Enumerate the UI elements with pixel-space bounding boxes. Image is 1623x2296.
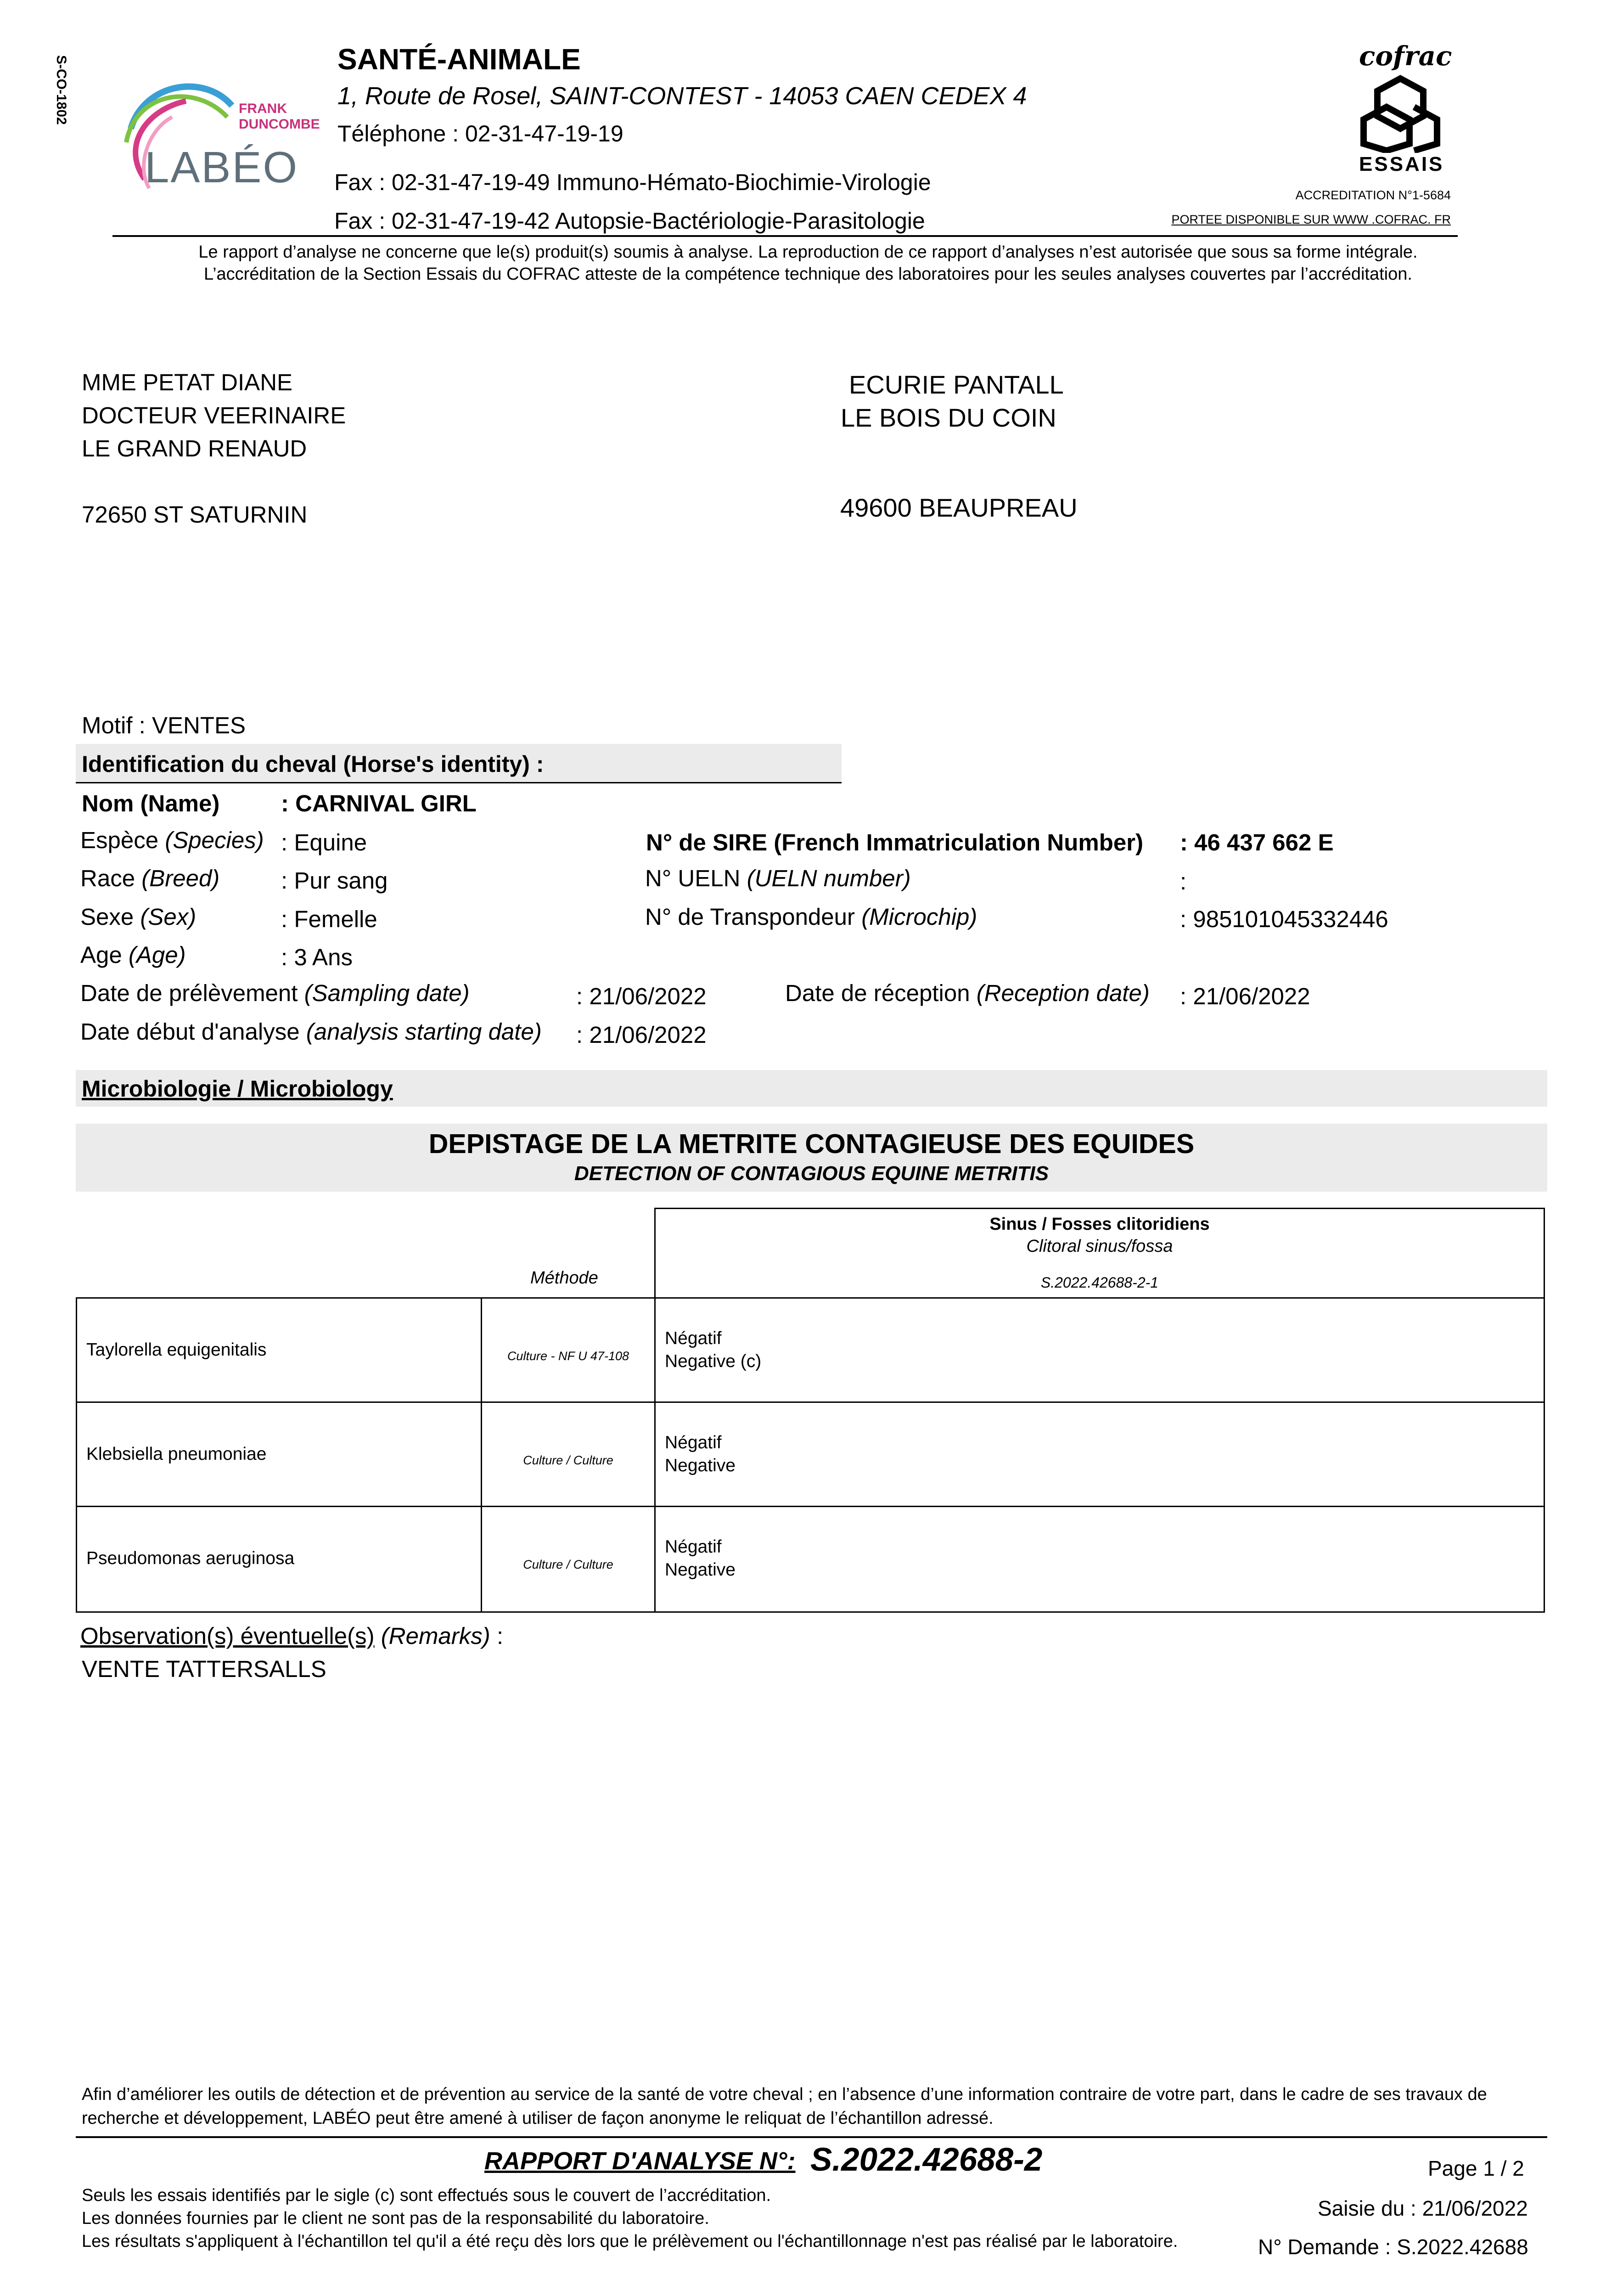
owner-city: 49600 BEAUPREAU — [840, 493, 1078, 522]
espece-value: : Equine — [281, 829, 367, 855]
sample-header: Sinus / Fosses clitoridiens — [989, 1215, 1210, 1234]
sample-id: S.2022.42688-2-1 — [1040, 1274, 1159, 1291]
age-label — [80, 941, 186, 968]
footer-note: Afin d’améliorer les outils de détection et de prévention au service de la santé de votre cheval ; en l’absence d’une information contraire de votre part, dans le cadre de ses travaux de recherche et développement, LABÉO peut être amené à utiliser de façon anonyme le reliquat de l’échantillon adressé. — [82, 2085, 1487, 2128]
remarks-label-en: (Remarks) — [381, 1623, 490, 1649]
sample-header-cell — [654, 1208, 1545, 1299]
ueln-label — [645, 865, 911, 892]
result-fr: Négatif — [665, 1433, 722, 1452]
logo-frank-text: FRANK — [239, 101, 287, 116]
analyte-name: Klebsiella pneumoniae — [86, 1444, 267, 1464]
sexe-label — [80, 903, 196, 930]
cofrac-hexagon-icon — [1359, 75, 1442, 153]
debut-analyse-label-fr: Date début d'analyse — [80, 1019, 300, 1045]
header-disclaimer — [73, 241, 1543, 285]
portee-link-text: PORTEE DISPONIBLE SUR WWW .COFRAC. FR — [1171, 213, 1451, 226]
table-row-result-cell — [654, 1506, 1545, 1613]
nom-label: Nom (Name) — [82, 790, 220, 816]
race-value: : Pur sang — [281, 867, 388, 894]
table-row-result-cell — [654, 1297, 1545, 1403]
table-row-name-cell — [76, 1297, 482, 1403]
method-value: Culture - NF U 47-108 — [507, 1349, 629, 1363]
recipient-line-2: DOCTEUR VEERINAIRE — [82, 402, 346, 428]
result-value — [665, 1327, 761, 1373]
table-row-name-cell — [76, 1401, 482, 1507]
sire-value: : 46 437 662 E — [1180, 829, 1334, 855]
identity-bar-underline — [76, 782, 842, 783]
test-title: DEPISTAGE DE LA METRITE CONTAGIEUSE DES EQUIDES — [428, 1129, 1195, 1159]
transpondeur-label — [645, 903, 977, 930]
demande-number: N° Demande : S.2022.42688 — [1258, 2235, 1528, 2259]
recipient-line-4: 72650 ST SATURNIN — [82, 501, 308, 528]
disclaimer-line-2: L’accréditation de la Section Essais du COFRAC atteste de la compétence technique des laboratoires pour les seules analyses couvertes par l’accréditation. — [204, 264, 1412, 284]
sexe-label-en: (Sex) — [140, 904, 197, 930]
result-value — [665, 1431, 736, 1477]
table-row-method-cell — [481, 1401, 656, 1507]
sample-header-en: Clitoral sinus/fossa — [1026, 1237, 1173, 1256]
table-row-result-cell — [654, 1401, 1545, 1507]
remarks-label — [80, 1622, 503, 1649]
lab-fax-1: Fax : 02-31-47-19-49 Immuno-Hémato-Biochimie-Virologie — [334, 169, 931, 195]
owner-line-1: ECURIE PANTALL — [849, 370, 1064, 399]
result-value — [665, 1536, 736, 1581]
identity-section-title: Identification du cheval (Horse's identity) : — [82, 751, 544, 777]
legal-line-3: Les résultats s'appliquent à l'échantillon tel qu'il a été reçu dès lors que le prélèvement ou l'échantillonnage n'est pas réalisé par le laboratoire. — [82, 2232, 1178, 2251]
prelevement-label-fr: Date de prélèvement — [80, 980, 298, 1006]
cofrac-title: cofrac — [1359, 40, 1452, 72]
owner-address — [841, 368, 1064, 434]
ueln-label-fr: N° UELN — [645, 865, 741, 891]
prelevement-label-en: (Sampling date) — [304, 980, 470, 1006]
analyte-name: Taylorella equigenitalis — [86, 1340, 267, 1360]
method-value: Culture / Culture — [523, 1453, 613, 1467]
prelevement-label — [80, 979, 470, 1007]
header-divider — [112, 235, 1458, 237]
lab-phone: Téléphone : 02-31-47-19-19 — [337, 121, 623, 146]
footer-divider — [76, 2136, 1547, 2138]
test-subtitle: DETECTION OF CONTAGIOUS EQUINE METRITIS — [574, 1162, 1049, 1185]
sexe-value: : Femelle — [281, 906, 377, 932]
transpondeur-label-fr: N° de Transpondeur — [645, 904, 855, 930]
result-fr: Négatif — [665, 1537, 722, 1557]
nom-value: : CARNIVAL GIRL — [281, 790, 477, 816]
transpondeur-label-en: (Microchip) — [861, 904, 977, 930]
lab-fax-2: Fax : 02-31-47-19-42 Autopsie-Bactériologie-Parasitologie — [334, 208, 925, 234]
sexe-label-fr: Sexe — [80, 904, 134, 930]
table-row-name-cell — [76, 1506, 482, 1613]
table-row-method-cell — [481, 1506, 656, 1613]
logo-labeo-text: LABÉO — [145, 143, 299, 192]
labeo-logo — [117, 73, 328, 202]
recipient-address — [82, 366, 346, 531]
rapport-label: RAPPORT D'ANALYSE N°: — [484, 2147, 796, 2175]
method-value: Culture / Culture — [523, 1558, 613, 1571]
result-en: Negative (c) — [665, 1351, 762, 1371]
sire-label: N° de SIRE (French Immatriculation Number) — [646, 829, 1144, 855]
ueln-label-en: (UELN number) — [747, 865, 911, 891]
disclaimer-line-1: Le rapport d’analyse ne concerne que le(s) produit(s) soumis à analyse. La reproduction de ce rapport d’analyses n’est autorisée que sous sa forme intégrale. — [198, 242, 1418, 262]
transpondeur-value: : 985101045332446 — [1180, 906, 1388, 932]
test-title-band — [76, 1124, 1547, 1192]
methode-header: Méthode — [530, 1268, 598, 1288]
debut-analyse-label-en: (analysis starting date) — [306, 1019, 542, 1045]
logo-duncombe-text: DUNCOMBE — [239, 117, 320, 132]
age-label-en: (Age) — [128, 942, 186, 968]
side-document-code: S-CO-1802 — [54, 55, 69, 125]
page-number: Page 1 / 2 — [1428, 2156, 1524, 2180]
espece-label — [80, 827, 264, 854]
reception-label — [785, 979, 1150, 1007]
debut-analyse-value: : 21/06/2022 — [576, 1022, 707, 1048]
remarks-value: VENTE TATTERSALLS — [82, 1656, 326, 1682]
race-label-fr: Race — [80, 865, 135, 891]
cofrac-logo — [1354, 40, 1452, 178]
cofrac-essais-label: ESSAIS — [1359, 153, 1444, 175]
microbiology-title: Microbiologie / Microbiology — [82, 1076, 393, 1102]
ueln-value: : — [1180, 868, 1187, 895]
prelevement-value: : 21/06/2022 — [576, 983, 707, 1009]
reception-label-en: (Reception date) — [976, 980, 1150, 1006]
recipient-line-1: MME PETAT DIANE — [82, 369, 293, 395]
table-row-method-cell — [481, 1297, 656, 1403]
portee-link[interactable] — [1171, 213, 1451, 227]
lab-name: SANTÉ-ANIMALE — [337, 43, 581, 76]
debut-analyse-label — [80, 1018, 542, 1045]
saisie-date: Saisie du : 21/06/2022 — [1318, 2196, 1528, 2220]
motif: Motif : VENTES — [82, 712, 246, 738]
reception-value: : 21/06/2022 — [1180, 983, 1310, 1009]
race-label — [80, 865, 219, 892]
result-en: Negative — [665, 1560, 736, 1580]
result-en: Negative — [665, 1456, 736, 1475]
lab-address: 1, Route de Rosel, SAINT-CONTEST - 14053 CAEN CEDEX 4 — [337, 82, 1027, 110]
race-label-en: (Breed) — [141, 865, 220, 891]
remarks-label-fr: Observation(s) éventuelle(s) — [80, 1623, 375, 1649]
owner-line-2: LE BOIS DU COIN — [841, 403, 1056, 432]
age-label-fr: Age — [80, 942, 122, 968]
reception-label-fr: Date de réception — [785, 980, 970, 1006]
espece-label-fr: Espèce — [80, 827, 159, 853]
espece-label-en: (Species) — [165, 827, 264, 853]
legal-line-2: Les données fournies par le client ne sont pas de la responsabilité du laboratoire. — [82, 2209, 709, 2228]
remarks-colon: : — [496, 1623, 504, 1649]
analyte-name: Pseudomonas aeruginosa — [86, 1548, 295, 1568]
legal-line-1: Seuls les essais identifiés par le sigle (c) sont effectués sous le couvert de l’accréditation. — [82, 2186, 771, 2205]
result-fr: Négatif — [665, 1328, 722, 1348]
recipient-line-3: LE GRAND RENAUD — [82, 435, 307, 461]
accreditation-number: ACCREDITATION N°1-5684 — [1295, 188, 1451, 202]
rapport-number: S.2022.42688-2 — [810, 2142, 1043, 2178]
age-value: : 3 Ans — [281, 944, 353, 970]
